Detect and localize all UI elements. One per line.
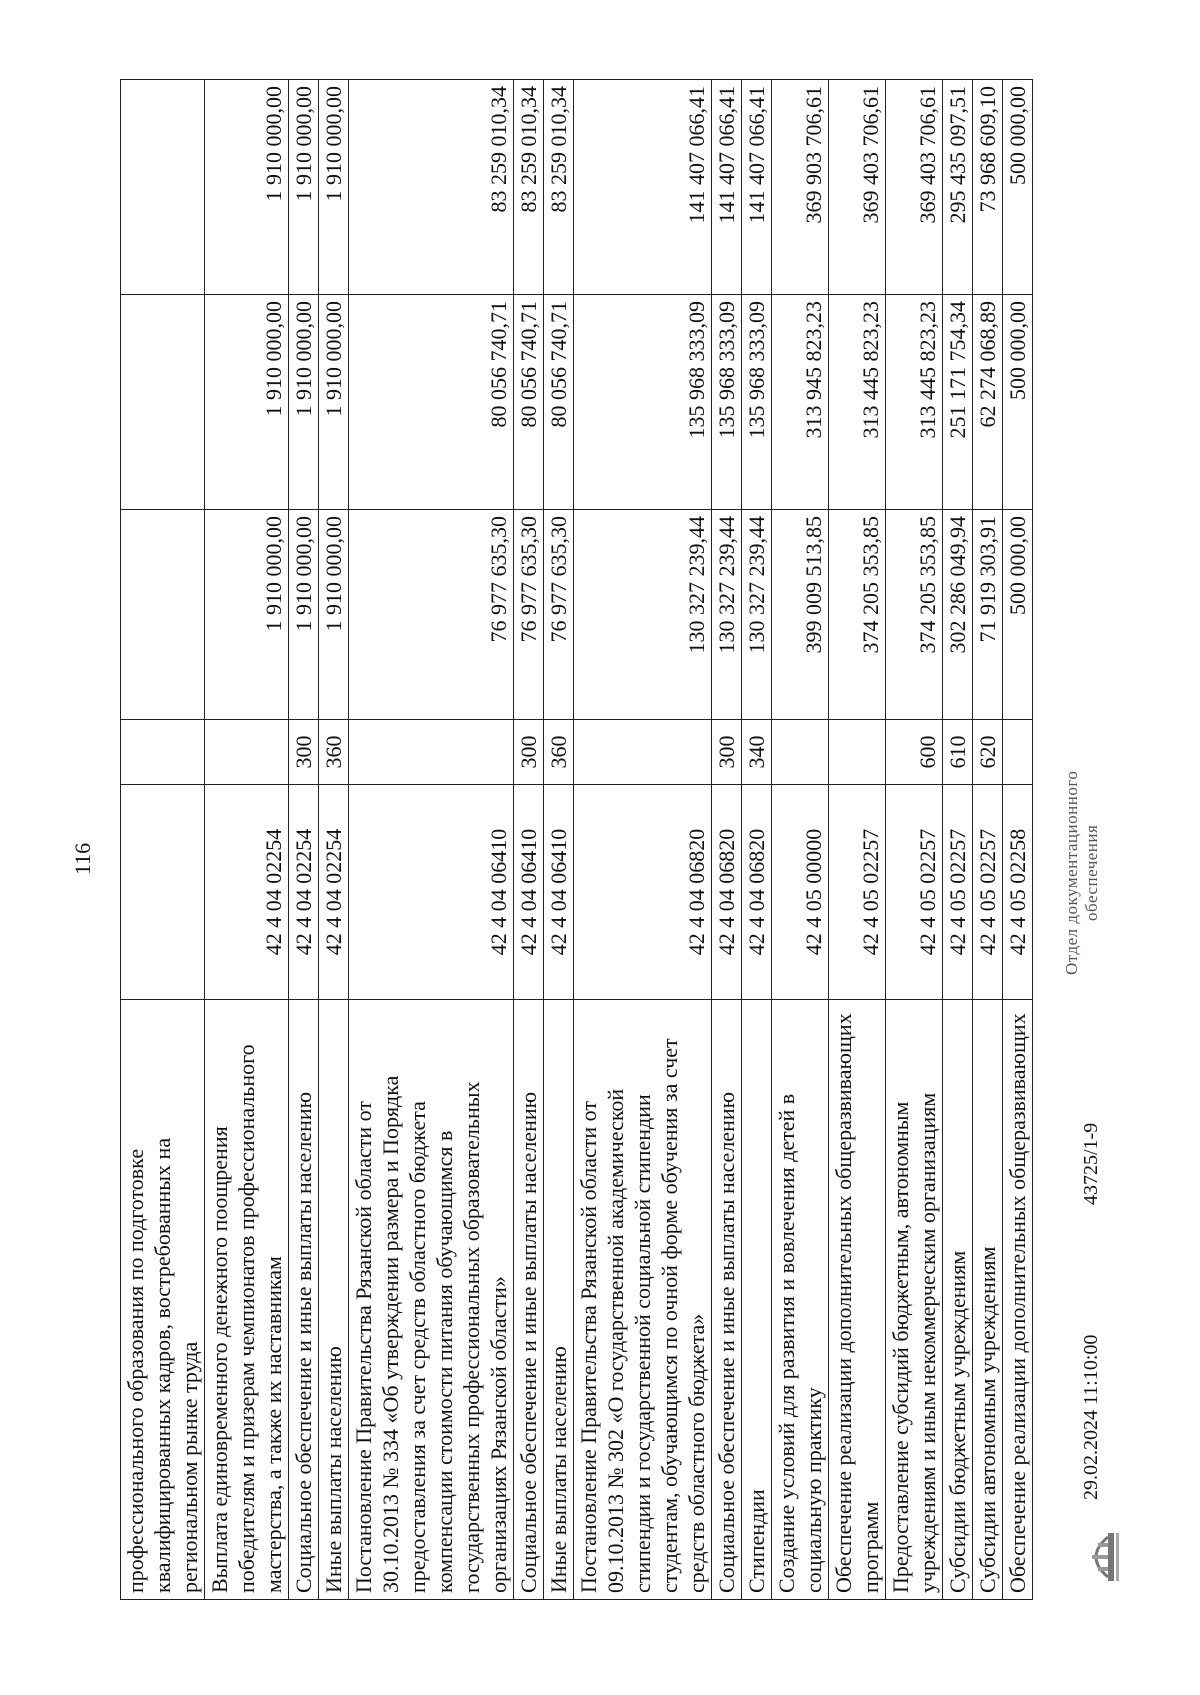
cell-value-3: 141 407 066,41 bbox=[742, 80, 772, 295]
table-row bbox=[289, 80, 319, 1600]
cell-code: 42 4 04 06820 bbox=[712, 785, 742, 1000]
budget-table bbox=[120, 79, 1033, 1600]
cell-code: 42 4 04 02254 bbox=[205, 785, 289, 1000]
cell-value-1: 71 919 303,91 bbox=[973, 510, 1003, 720]
cell-value-3: 83 259 010,34 bbox=[349, 80, 514, 295]
cell-value-3: 1 910 000,00 bbox=[319, 80, 349, 295]
cell-vr: 360 bbox=[319, 720, 349, 785]
cell-value-1: 374 205 353,85 bbox=[829, 510, 886, 720]
table-row bbox=[121, 80, 205, 1600]
cell-name: Предоставление субсидий бюджетным, автономным учреждениям и иным некоммерческим организациям bbox=[886, 1000, 943, 1600]
cell-name: Иные выплаты населению bbox=[544, 1000, 574, 1600]
cell-code: 42 4 04 02254 bbox=[319, 785, 349, 1000]
cell-vr: 360 bbox=[544, 720, 574, 785]
cell-value-3: 500 000,00 bbox=[1003, 80, 1033, 295]
duma-emblem-icon bbox=[1078, 1529, 1124, 1585]
page-number: 116 bbox=[70, 842, 95, 875]
cell-value-3: 83 259 010,34 bbox=[544, 80, 574, 295]
table-row bbox=[574, 80, 712, 1600]
cell-value-3: 83 259 010,34 bbox=[514, 80, 544, 295]
cell-value-2: 500 000,00 bbox=[1003, 295, 1033, 510]
cell-name: Субсидии бюджетным учреждениям bbox=[943, 1000, 973, 1600]
cell-code: 42 4 05 02258 bbox=[1003, 785, 1033, 1000]
stamp-line-2: обеспечения bbox=[1082, 824, 1101, 921]
cell-value-3: 369 403 706,61 bbox=[886, 80, 943, 295]
cell-value-1: 399 009 513,85 bbox=[772, 510, 829, 720]
cell-code: 42 4 05 02257 bbox=[886, 785, 943, 1000]
cell-value-2 bbox=[121, 295, 205, 510]
table-row bbox=[712, 80, 742, 1600]
cell-value-3: 369 403 706,61 bbox=[829, 80, 886, 295]
table-row bbox=[886, 80, 943, 1600]
cell-code: 42 4 05 02257 bbox=[829, 785, 886, 1000]
table-row bbox=[829, 80, 886, 1600]
stamp-line-1: Отдел документационного bbox=[1062, 770, 1081, 975]
cell-value-1: 1 910 000,00 bbox=[205, 510, 289, 720]
table-row bbox=[742, 80, 772, 1600]
cell-value-2: 135 968 333,09 bbox=[742, 295, 772, 510]
budget-table-body bbox=[121, 80, 1033, 1600]
footer-doc-number: 43725/1-9 bbox=[1080, 1122, 1102, 1205]
cell-vr bbox=[1003, 720, 1033, 785]
cell-vr bbox=[121, 720, 205, 785]
cell-value-2: 251 171 754,34 bbox=[943, 295, 973, 510]
table-row bbox=[349, 80, 514, 1600]
cell-name: Выплата единовременного денежного поощрения победителям и призерам чемпионатов профессионального мастерства, а также их наставникам bbox=[205, 1000, 289, 1600]
table-row bbox=[514, 80, 544, 1600]
cell-name: профессионального образования по подготовке квалифицированных кадров, востребованных на региональном рынке труда bbox=[121, 1000, 205, 1600]
footer-datetime: 29.02.2024 11:10:00 bbox=[1080, 1334, 1102, 1500]
cell-name: Стипендии bbox=[742, 1000, 772, 1600]
cell-vr bbox=[205, 720, 289, 785]
cell-code: 42 4 05 00000 bbox=[772, 785, 829, 1000]
cell-value-2: 135 968 333,09 bbox=[712, 295, 742, 510]
cell-value-3: 369 903 706,61 bbox=[772, 80, 829, 295]
cell-code: 42 4 04 06820 bbox=[742, 785, 772, 1000]
cell-vr: 300 bbox=[514, 720, 544, 785]
cell-name: Социальное обеспечение и иные выплаты населению bbox=[289, 1000, 319, 1600]
cell-value-3: 1 910 000,00 bbox=[289, 80, 319, 295]
cell-value-1 bbox=[121, 510, 205, 720]
cell-name: Иные выплаты населению bbox=[319, 1000, 349, 1600]
cell-name: Постановление Правительства Рязанской области от 09.10.2013 № 302 «О государственной академической стипендии и государственной социальной стипендии студентам, обучающимся по очной форме обучения за счет средств областного бюджета» bbox=[574, 1000, 712, 1600]
cell-code: 42 4 05 02257 bbox=[943, 785, 973, 1000]
cell-vr: 340 bbox=[742, 720, 772, 785]
cell-vr bbox=[349, 720, 514, 785]
cell-value-3: 73 968 609,10 bbox=[973, 80, 1003, 295]
cell-code: 42 4 04 06410 bbox=[514, 785, 544, 1000]
table-row bbox=[943, 80, 973, 1600]
cell-name: Постановление Правительства Рязанской области от 30.10.2013 № 334 «Об утверждении размера и Порядка предоставления за счет средств областного бюджета компенсации стоимости питания обучающимся в государственных профессиональных образовательных организациях Рязанской области» bbox=[349, 1000, 514, 1600]
cell-value-3: 141 407 066,41 bbox=[574, 80, 712, 295]
cell-vr: 600 bbox=[886, 720, 943, 785]
cell-value-2: 80 056 740,71 bbox=[514, 295, 544, 510]
cell-code: 42 4 04 06410 bbox=[544, 785, 574, 1000]
cell-code: 42 4 04 06410 bbox=[349, 785, 514, 1000]
cell-vr: 300 bbox=[289, 720, 319, 785]
cell-name: Обеспечение реализации дополнительных общеразвивающих программ bbox=[829, 1000, 886, 1600]
cell-value-1: 500 000,00 bbox=[1003, 510, 1033, 720]
cell-value-3 bbox=[121, 80, 205, 295]
cell-value-3: 141 407 066,41 bbox=[712, 80, 742, 295]
cell-vr: 300 bbox=[712, 720, 742, 785]
cell-value-2: 313 445 823,23 bbox=[829, 295, 886, 510]
cell-vr: 610 bbox=[943, 720, 973, 785]
cell-value-1: 374 205 353,85 bbox=[886, 510, 943, 720]
cell-vr: 620 bbox=[973, 720, 1003, 785]
cell-value-1: 1 910 000,00 bbox=[289, 510, 319, 720]
cell-vr bbox=[574, 720, 712, 785]
cell-value-2: 80 056 740,71 bbox=[544, 295, 574, 510]
cell-vr bbox=[829, 720, 886, 785]
table-row bbox=[205, 80, 289, 1600]
table-row bbox=[772, 80, 829, 1600]
table-row bbox=[1003, 80, 1033, 1600]
cell-name: Создание условий для развития и вовлечения детей в социальную практику bbox=[772, 1000, 829, 1600]
table-row bbox=[319, 80, 349, 1600]
cell-code: 42 4 04 06820 bbox=[574, 785, 712, 1000]
cell-value-2: 80 056 740,71 bbox=[349, 295, 514, 510]
cell-name: Социальное обеспечение и иные выплаты населению bbox=[712, 1000, 742, 1600]
cell-value-3: 295 435 097,51 bbox=[943, 80, 973, 295]
cell-value-1: 130 327 239,44 bbox=[712, 510, 742, 720]
cell-value-2: 313 945 823,23 bbox=[772, 295, 829, 510]
cell-value-1: 76 977 635,30 bbox=[544, 510, 574, 720]
table-row bbox=[544, 80, 574, 1600]
department-stamp bbox=[1062, 771, 1102, 975]
cell-value-1: 130 327 239,44 bbox=[574, 510, 712, 720]
cell-vr bbox=[772, 720, 829, 785]
cell-value-1: 76 977 635,30 bbox=[349, 510, 514, 720]
cell-value-2: 1 910 000,00 bbox=[289, 295, 319, 510]
cell-value-1: 130 327 239,44 bbox=[742, 510, 772, 720]
cell-value-2: 313 445 823,23 bbox=[886, 295, 943, 510]
cell-value-3: 1 910 000,00 bbox=[205, 80, 289, 295]
cell-code: 42 4 05 02257 bbox=[973, 785, 1003, 1000]
cell-value-2: 135 968 333,09 bbox=[574, 295, 712, 510]
cell-value-2: 62 274 068,89 bbox=[973, 295, 1003, 510]
cell-name: Субсидии автономным учреждениям bbox=[973, 1000, 1003, 1600]
cell-value-2: 1 910 000,00 bbox=[319, 295, 349, 510]
cell-code: 42 4 04 02254 bbox=[289, 785, 319, 1000]
cell-name: Обеспечение реализации дополнительных общеразвивающих bbox=[1003, 1000, 1033, 1600]
table-row bbox=[973, 80, 1003, 1600]
cell-value-1: 76 977 635,30 bbox=[514, 510, 544, 720]
cell-value-1: 1 910 000,00 bbox=[319, 510, 349, 720]
cell-value-2: 1 910 000,00 bbox=[205, 295, 289, 510]
cell-code bbox=[121, 785, 205, 1000]
cell-name: Социальное обеспечение и иные выплаты населению bbox=[514, 1000, 544, 1600]
cell-value-1: 302 286 049,94 bbox=[943, 510, 973, 720]
